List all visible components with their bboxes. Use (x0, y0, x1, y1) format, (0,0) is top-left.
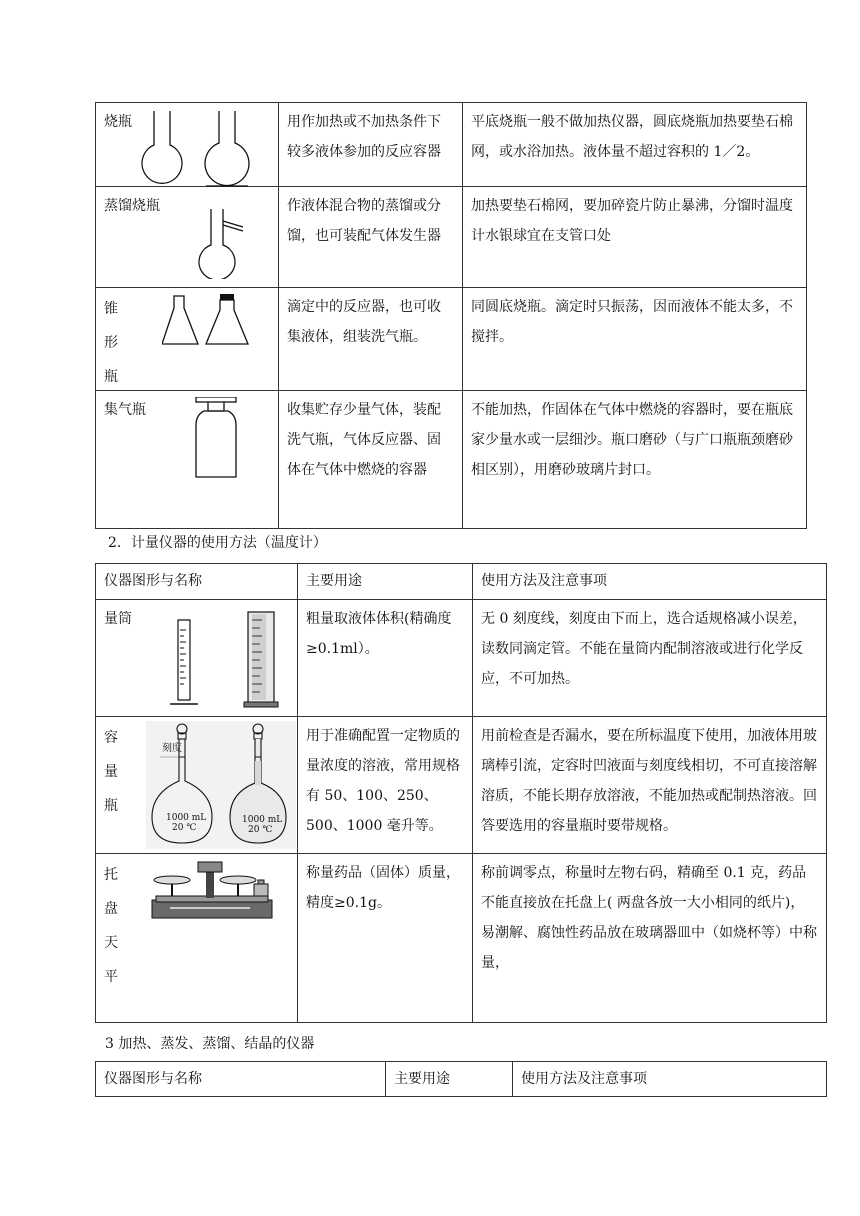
table-row (96, 391, 807, 529)
instrument-name: 量筒 (104, 611, 132, 627)
header-cell: 仪器图形与名称 (96, 1062, 386, 1097)
notes-cell: 无 0 刻度线，刻度由下而上，选合适规格减小误差，读数同滴定管。不能在量筒内配制溶液或进行化学反应，不可加热。 (473, 600, 827, 717)
graduated-cylinder-icon (156, 610, 286, 710)
instrument-table-3 (95, 1061, 827, 1097)
instrument-table-2 (95, 563, 827, 1023)
use-cell: 收集贮存少量气体，装配洗气瓶，气体反应器、固体在气体中燃烧的容器 (279, 391, 463, 529)
use-cell: 用于准确配置一定物质的量浓度的溶液，常用规格有 50、100、250、500、1000 毫升等。 (298, 717, 473, 854)
name-cell (96, 600, 298, 717)
header-cell: 使用方法及注意事项 (473, 564, 827, 600)
name-cell (96, 103, 279, 187)
use-cell: 称量药品（固体）质量，精度≥0.1g。 (298, 854, 473, 1023)
table-row (96, 717, 827, 854)
instrument-name: 容量瓶 (104, 730, 118, 814)
volumetric-flask-icon (146, 721, 296, 849)
notes-cell: 同圆底烧瓶。滴定时只振荡，因而液体不能太多，不搅拌。 (463, 288, 807, 391)
use-cell: 滴定中的反应器，也可收集液体，组装洗气瓶。 (279, 288, 463, 391)
header-cell: 主要用途 (386, 1062, 513, 1097)
name-cell (96, 854, 298, 1023)
balance-icon (150, 860, 276, 922)
name-cell (96, 288, 279, 391)
instrument-table-1 (95, 102, 807, 529)
section-title: 3 加热、蒸发、蒸馏、结晶的仪器 (105, 1036, 315, 1052)
distillation-flask-icon (191, 207, 251, 279)
table-row (96, 854, 827, 1023)
flask-volume-label: 1000 mL (242, 815, 283, 825)
header-cell: 主要用途 (298, 564, 473, 600)
table-row (96, 103, 807, 187)
instrument-name: 蒸馏烧瓶 (104, 198, 160, 214)
flask-temp-label: 20 ℃ (248, 825, 273, 835)
notes-cell: 称前调零点，称量时左物右码，精确至 0.1 克，药品不能直接放在托盘上( 两盘各放一大小相同的纸片)，易潮解、腐蚀性药品放在玻璃器皿中（如烧杯等）中称量， (473, 854, 827, 1023)
name-cell (96, 391, 279, 529)
instrument-name: 托盘天平 (104, 867, 118, 985)
table-row (96, 288, 807, 391)
table-row (96, 187, 807, 288)
header-cell: 仪器图形与名称 (96, 564, 298, 600)
instrument-name: 集气瓶 (104, 402, 146, 418)
section-title: 2．计量仪器的使用方法（温度计） (108, 535, 327, 551)
flask-temp-label: 20 ℃ (172, 823, 197, 833)
use-cell: 粗量取液体体积(精确度≥0.1ml）。 (298, 600, 473, 717)
round-flask-icon (136, 109, 261, 187)
table-header-row (96, 1062, 827, 1097)
notes-cell: 用前检查是否漏水，要在所标温度下使用，加液体用玻璃棒引流，定容时凹液面与刻度线相切，不可直接溶解溶质，不能长期存放溶液，不能加热或配制热溶液。回答要选用的容量瓶时要带规格。 (473, 717, 827, 854)
instrument-name: 烧瓶 (104, 114, 132, 130)
flask-mark-label: 刻度 (162, 743, 182, 754)
name-cell (96, 187, 279, 288)
header-cell: 使用方法及注意事项 (513, 1062, 827, 1097)
table-header-row (96, 564, 827, 600)
conical-flask-icon (162, 294, 252, 348)
gas-jar-icon (192, 397, 240, 481)
table-row (96, 600, 827, 717)
use-cell: 作液体混合物的蒸馏或分馏，也可装配气体发生器 (279, 187, 463, 288)
use-cell: 用作加热或不加热条件下较多液体参加的反应容器 (279, 103, 463, 187)
flask-volume-label: 1000 mL (166, 813, 207, 823)
notes-text: 加热要垫石棉网，要加碎瓷片防止暴沸，分馏时温度计水银球宜在支管口处 (471, 198, 793, 244)
notes-cell: 不能加热，作固体在气体中燃烧的容器时，要在瓶底家少量水或一层细沙。瓶口磨砂（与广口瓶瓶颈磨砂相区别），用磨砂玻璃片封口。 (463, 391, 807, 529)
notes-cell (463, 187, 807, 288)
name-cell (96, 717, 298, 854)
notes-cell: 平底烧瓶一般不做加热仪器，圆底烧瓶加热要垫石棉网，或水浴加热。液体量不超过容积的 1／2。 (463, 103, 807, 187)
instrument-name-text: 锥形瓶 (104, 301, 118, 385)
